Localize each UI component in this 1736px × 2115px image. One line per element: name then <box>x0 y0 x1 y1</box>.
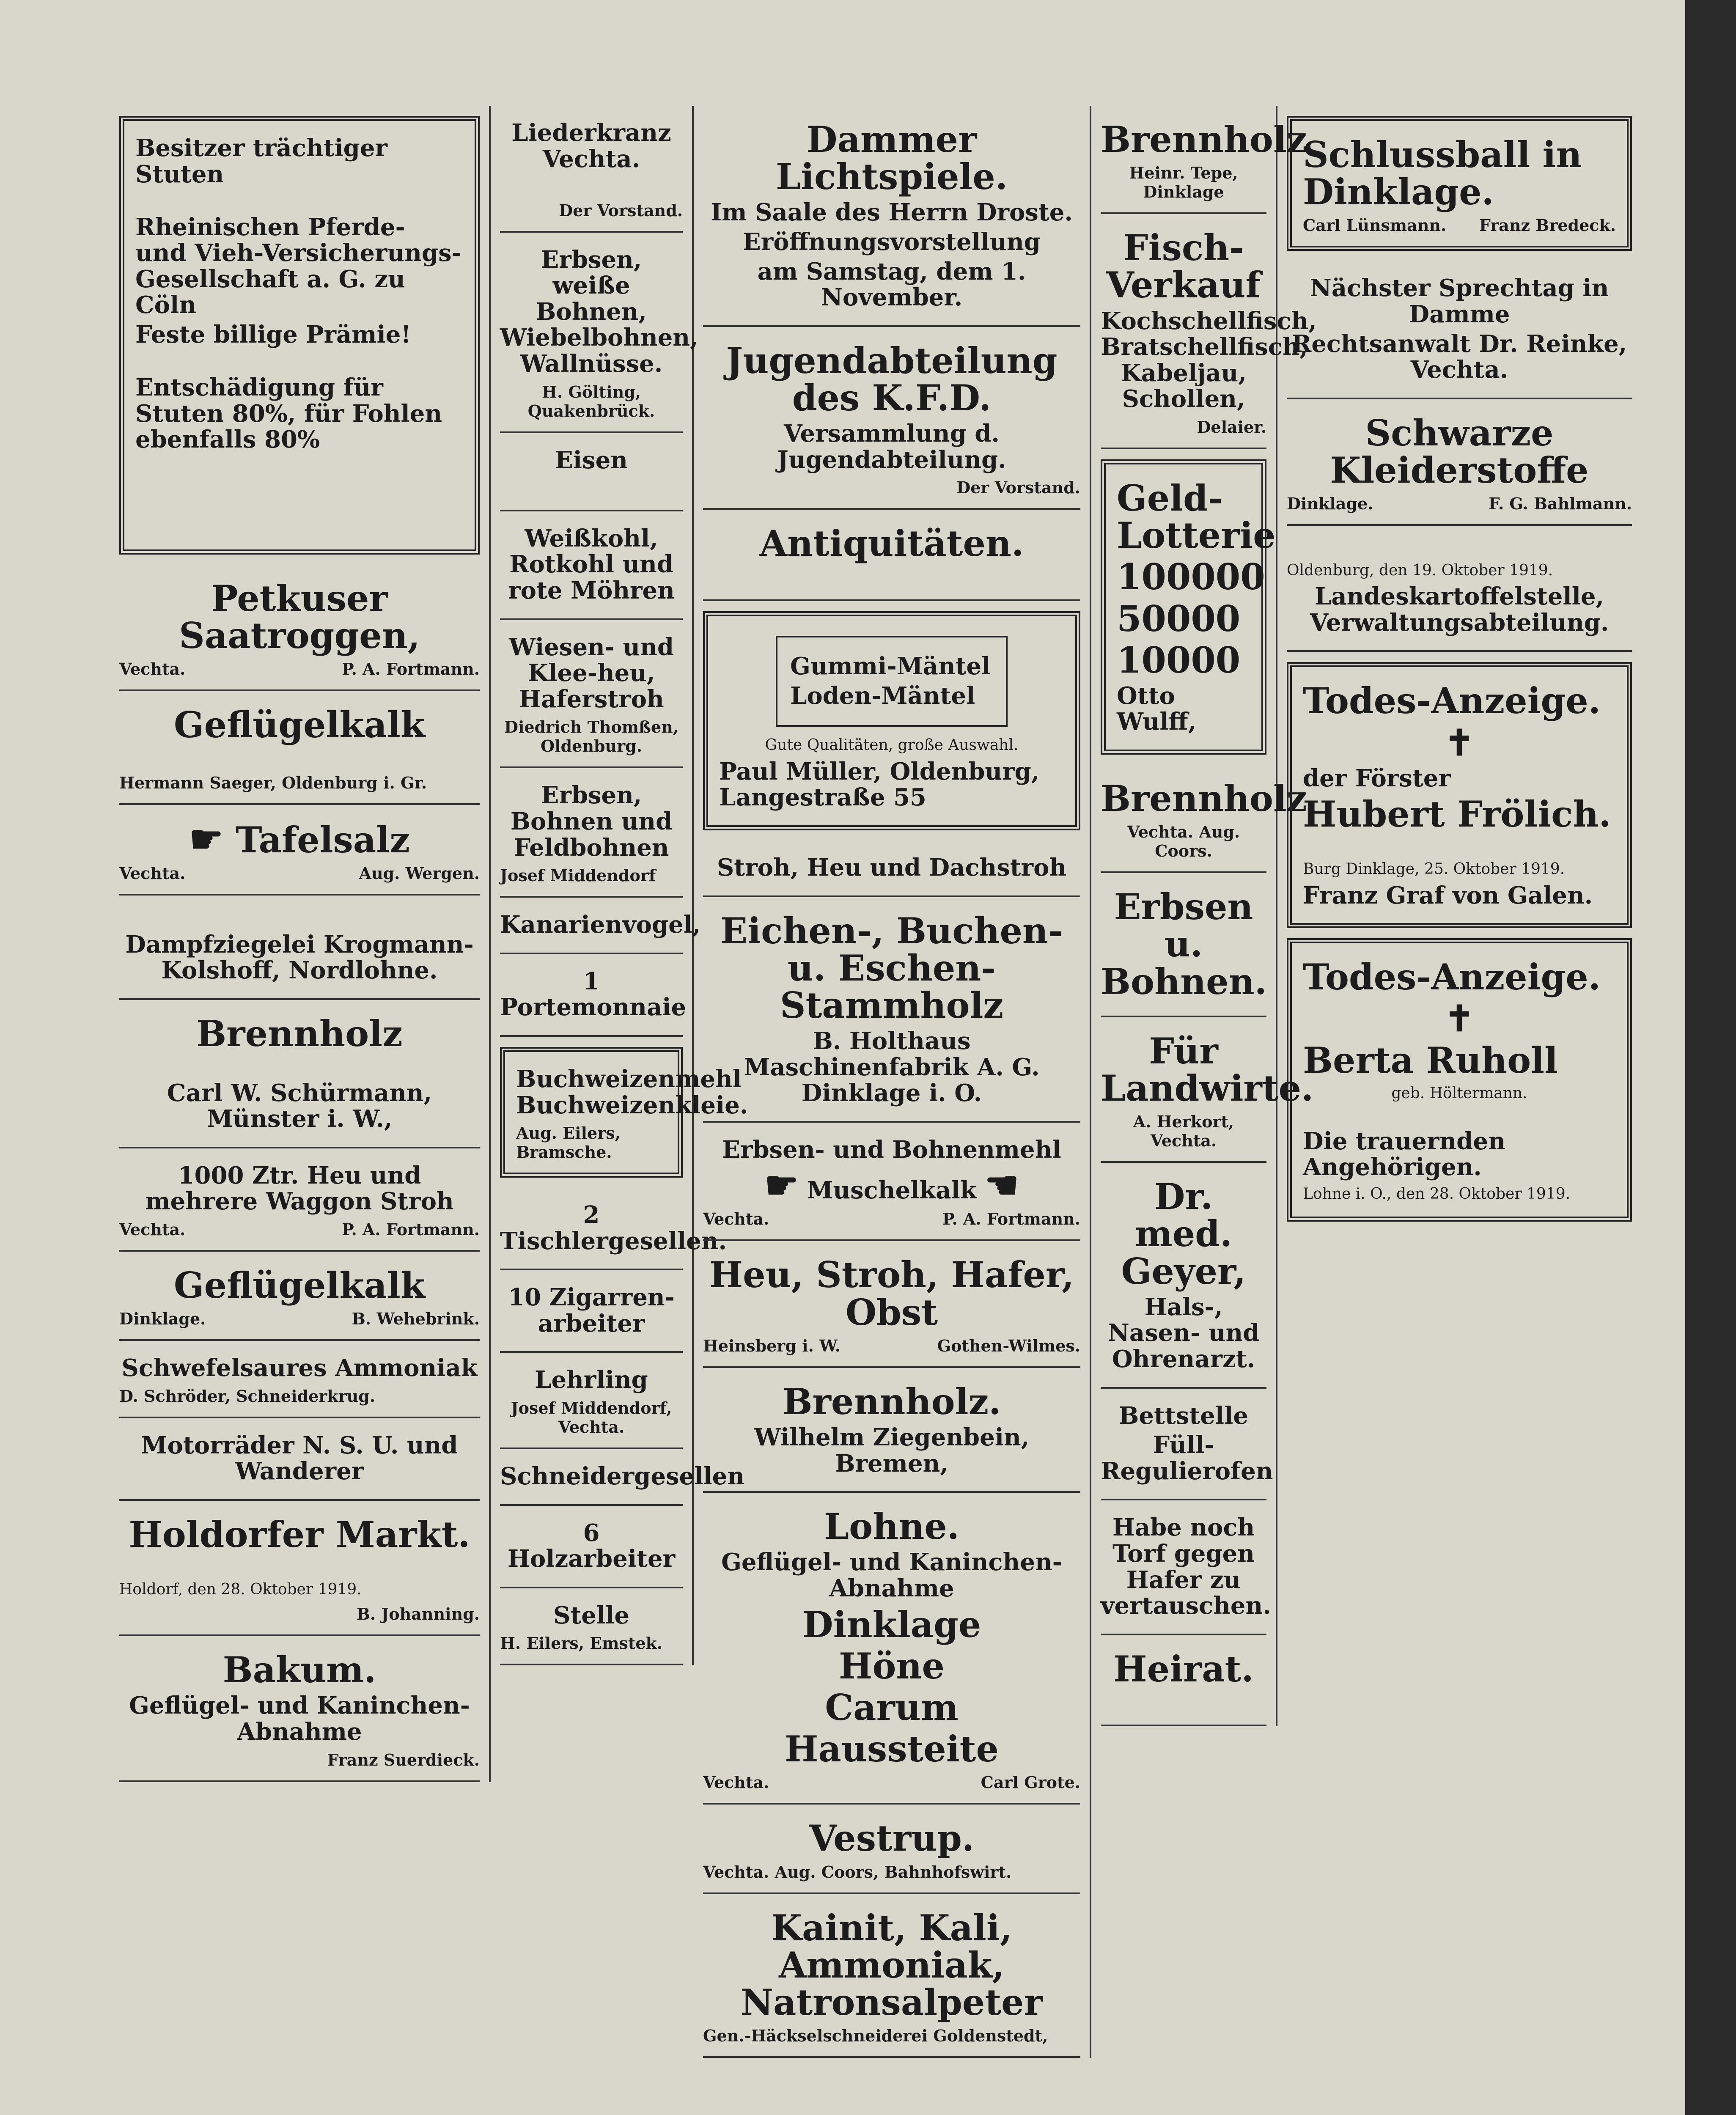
ad-title: Geld-Lotterie <box>1117 477 1276 557</box>
ad-title: Stelle <box>553 1601 630 1629</box>
ad-title: Erbsen, weiße Bohnen, Wiebelbohnen, Wallnüsse. <box>500 245 698 378</box>
sig-right: Delaier. <box>1197 417 1266 437</box>
sig-right: B. Wehebrink. <box>352 1309 480 1329</box>
ad-date: Oldenburg, den 19. Oktober 1919. <box>1287 561 1553 579</box>
ad-signature <box>119 864 480 883</box>
ad-title: Erbsen- und Bohnenmehl <box>722 1135 1061 1164</box>
ad-motorraeder <box>119 1418 480 1501</box>
sig-right: Der Vorstand. <box>559 201 683 220</box>
ad-title: Buchweizenmehl Buchweizenkleie. <box>516 1065 748 1119</box>
ad-title: Brennholz. <box>782 1380 1001 1423</box>
ad-subtitle <box>703 1163 1080 1208</box>
ad-schneider <box>500 1449 744 1506</box>
ad-title: Dr. med. Geyer, <box>1121 1176 1246 1292</box>
ad-list: Kochschellfisch, Bratschellfisch, Kabeljau, Schollen, <box>1101 307 1317 413</box>
ad-quality: Gute Qualitäten, große Auswahl. <box>765 736 1019 754</box>
sig-left: Heinsberg i. W. <box>703 1336 841 1355</box>
ad-signature <box>119 1309 480 1328</box>
ad-title: 6 Holzarbeiter <box>507 1519 676 1573</box>
ad-title: 10 Zigarren-arbeiter <box>508 1283 675 1338</box>
ad-title: Vestrup. <box>809 1817 975 1860</box>
ad-brennholz-1 <box>119 1000 480 1148</box>
ad-eichen <box>703 897 1080 1123</box>
ad-signature <box>703 1862 1080 1882</box>
ad-heu <box>119 1148 480 1252</box>
column-5 <box>1277 106 1641 1232</box>
ad-subtitle-text: Muschelkalk <box>807 1176 977 1205</box>
column-3 <box>694 106 1091 2058</box>
ad-title: Todes-Anzeige. <box>1303 956 1601 998</box>
ad-signature <box>1303 216 1616 235</box>
ad-text <box>135 352 464 372</box>
sig-left: Heinr. Tepe, Dinklage <box>1129 163 1238 202</box>
ad-title: Brennholz <box>196 1013 403 1055</box>
prize-amount: 10000 <box>1117 639 1241 681</box>
ad-sender: Franz Graf von Galen. <box>1303 881 1593 909</box>
sig-left: Carl Lünsmann. <box>1303 216 1447 235</box>
cross-icon: ✝ <box>1444 721 1475 764</box>
ad-tischler <box>500 1188 727 1270</box>
ad-text <box>500 176 683 196</box>
ad-title: Eichen-, Buchen- u. Eschen-Stammholz <box>720 909 1063 1026</box>
sig-left: Josef Middendorf, Vechta. <box>511 1398 672 1437</box>
deceased-name: Berta Ruholl <box>1303 1039 1558 1081</box>
sig-left: Vechta. <box>119 864 186 883</box>
ad-bohnenmehl <box>703 1123 1080 1242</box>
ad-eisen <box>500 433 683 511</box>
sig-left: Vechta. <box>703 1773 769 1792</box>
sig-left: Vechta. <box>119 659 186 679</box>
ad-line: Gummi-Mäntel <box>790 652 991 681</box>
ad-signature <box>1101 163 1266 201</box>
ad-signature <box>703 1209 1080 1228</box>
sig-left: Dinklage. <box>1287 494 1373 514</box>
ad-jugend <box>703 327 1080 510</box>
prize-amount: 50000 <box>1117 597 1241 640</box>
ad-ammoniak <box>119 1341 480 1418</box>
ad-title: Wiesen- und Klee-heu, Haferstroh <box>508 633 674 713</box>
ad-sender: Otto Wulff, <box>1117 681 1197 736</box>
pointing-hand-icon: ☚ <box>985 1163 1019 1208</box>
ad-title: Antiquitäten. <box>759 522 1024 565</box>
ad-geyer <box>1101 1163 1266 1388</box>
ad-signature <box>703 478 1080 497</box>
pointing-hand-icon: ☛ <box>189 817 223 862</box>
ad-line: Loden-Mäntel <box>790 681 975 710</box>
ad-signature <box>1287 494 1632 513</box>
ad-title: Schwarze Kleiderstoffe <box>1330 412 1589 491</box>
ad-title: 1000 Ztr. Heu und mehrere Waggon Stroh <box>145 1161 454 1216</box>
ad-subtitle: Geflügel- und Kaninchen-Abnahme <box>129 1692 470 1746</box>
ad-title: Holdorfer Markt. <box>129 1513 470 1556</box>
ad-kleiderstoffe <box>1287 399 1632 526</box>
deceased-name: Hubert Frölich. <box>1303 793 1611 835</box>
ad-title: Geflügelkalk <box>173 1264 426 1307</box>
ad-text <box>135 191 464 211</box>
ad-title: Kanarienvogel, <box>500 911 701 939</box>
ad-holzarbeiter <box>500 1506 683 1588</box>
sig-right: Der Vorstand. <box>956 478 1080 497</box>
ad-sender: Wilhelm Ziegenbein, Bremen, <box>754 1423 1030 1478</box>
ad-vestrup <box>703 1805 1080 1894</box>
ad-signature <box>500 1398 683 1437</box>
ad-title: 2 Tischlergesellen. <box>500 1201 727 1255</box>
ad-sender: Die trauernden Angehörigen. <box>1303 1127 1505 1181</box>
ad-buchweizen <box>500 1047 748 1178</box>
ad-date: Holdorf, den 28. Oktober 1919. <box>119 1580 362 1598</box>
ad-liederkranz <box>500 106 683 233</box>
ad-date: am Samstag, dem 1. November. <box>757 257 1026 312</box>
sig-left: Diedrich Thomßen, Oldenburg. <box>504 717 678 756</box>
ad-signature <box>1101 1112 1266 1150</box>
ad-brennholz-4 <box>1101 765 1307 873</box>
ad-text <box>500 477 683 497</box>
ad-heirat <box>1101 1635 1266 1727</box>
ad-gefluegelkalk <box>119 691 480 805</box>
ad-stuten <box>119 116 480 555</box>
ad-title: Dammer Lichtspiele. <box>776 118 1008 198</box>
ad-wiesenheu <box>500 620 683 769</box>
ad-signature <box>1101 822 1266 860</box>
ad-subtitle: Hals-, Nasen- und Ohrenarzt. <box>1107 1293 1260 1373</box>
sig-right: F. G. Bahlmann. <box>1488 494 1632 514</box>
ad-ziegelei <box>119 895 480 1000</box>
ad-title: Brennholz <box>1101 777 1307 820</box>
scan-margin <box>1685 0 1736 2115</box>
ad-landwirte <box>1101 1017 1314 1163</box>
ad-todes-1 <box>1287 662 1632 928</box>
ad-lotterie <box>1101 459 1276 755</box>
ad-signature <box>500 866 683 885</box>
sig-right: Franz Bredeck. <box>1479 216 1616 235</box>
ad-antiquitaeten <box>703 510 1080 601</box>
sig-left: Josef Middendorf <box>500 866 656 885</box>
ad-title: Jugendabteilung des K.F.D. <box>726 339 1058 419</box>
ad-kainit <box>703 1894 1080 2058</box>
ad-title: Erbsen u. Bohnen. <box>1101 886 1267 1003</box>
column-1 <box>110 106 491 1782</box>
sig-left: Hermann Saeger, Oldenburg i. Gr. <box>119 773 427 793</box>
sig-left: H. Gölting, Quakenbrück. <box>527 382 655 420</box>
ad-signature <box>119 1604 480 1623</box>
ad-erbsen <box>500 233 698 433</box>
ad-title: Eisen <box>555 446 628 474</box>
ad-gefluegelkalk-2 <box>119 1252 480 1341</box>
ad-signature <box>119 1387 480 1406</box>
ad-date: Burg Dinklage, 25. Oktober 1919. <box>1303 860 1565 878</box>
ad-title: Bettstelle <box>1119 1401 1248 1430</box>
sig-left: A. Herkort, Vechta. <box>1133 1112 1234 1151</box>
ad-title: Erbsen, Bohnen und Feldbohnen <box>510 781 673 862</box>
ad-title: Liederkranz Vechta. <box>511 119 671 173</box>
ad-text <box>1101 1692 1266 1712</box>
pointing-hand-icon: ☛ <box>764 1163 799 1208</box>
sig-right: P. A. Fortmann. <box>942 1209 1080 1229</box>
ad-premium: Feste billige Prämie! <box>135 321 412 349</box>
ad-title: Schlussball in Dinklage. <box>1303 134 1582 213</box>
ad-title: Für Landwirte. <box>1101 1030 1314 1109</box>
ad-text <box>1303 838 1616 858</box>
ad-fisch <box>1101 214 1317 449</box>
ad-signature <box>500 717 683 755</box>
ad-title: 1 Portemonnaie <box>500 967 687 1022</box>
column-2 <box>491 106 748 1665</box>
sig-right: P. A. Fortmann. <box>342 1220 480 1239</box>
ad-signature <box>1101 418 1266 437</box>
ad-title: Lehrling <box>535 1366 648 1394</box>
ad-signature <box>119 659 480 678</box>
ad-text <box>1303 1105 1616 1125</box>
ad-feldbohnen <box>500 768 683 898</box>
sig-right: Franz Suerdieck. <box>327 1750 480 1769</box>
ad-title: Füll-Regulierofen <box>1101 1431 1273 1485</box>
sig-right: B. Johanning. <box>356 1604 480 1624</box>
ad-text <box>119 908 480 928</box>
ad-sender: B. Holthaus Maschinenfabrik A. G. Dinklage i. O. <box>744 1027 1040 1107</box>
ad-inner-box <box>776 636 1008 727</box>
ad-title: Petkuser Saatroggen, <box>179 577 420 657</box>
ad-todes-2 <box>1287 938 1632 1222</box>
ad-title: Heirat. <box>1113 1648 1254 1690</box>
ad-signature <box>119 1220 480 1239</box>
ad-title: Fisch-Verkauf <box>1106 227 1261 306</box>
ad-brennholz-3 <box>1101 106 1307 214</box>
ad-text <box>703 567 1080 587</box>
ad-signature <box>500 1634 683 1653</box>
column-4 <box>1091 106 1317 1726</box>
sig-right: Aug. Wergen. <box>359 864 480 883</box>
ad-title: Nächster Sprechtag in Damme <box>1310 274 1609 328</box>
ad-subtitle: Versammlung d. Jugendabteilung. <box>777 420 1006 474</box>
ad-sprechtag <box>1287 261 1632 399</box>
ad-title: Besitzer trächtiger Stuten <box>135 134 387 188</box>
sig-left: D. Schröder, Schneiderkrug. <box>119 1386 376 1406</box>
ad-brennholz-2 <box>703 1368 1080 1493</box>
sig-right: P. A. Fortmann. <box>342 659 480 679</box>
ad-title-text: Tafelsalz <box>236 819 410 861</box>
ad-lohne <box>703 1493 1080 1805</box>
ad-title: Schwefelsaures Ammoniak <box>121 1354 478 1382</box>
ad-bakum <box>119 1636 480 1782</box>
ad-title: Stroh, Heu und Dachstroh <box>717 853 1067 882</box>
ad-signature <box>516 1123 667 1162</box>
ad-signature <box>703 2026 1080 2045</box>
ad-signature <box>703 1336 1080 1355</box>
ad-title: Lohne. <box>824 1505 959 1548</box>
ad-text <box>119 1557 480 1578</box>
ad-title: Todes-Anzeige. <box>1303 680 1601 722</box>
ad-title: Habe noch Torf gegen Hafer zu vertauschen. <box>1101 1513 1271 1620</box>
ad-event: Eröffnungsvorstellung <box>743 228 1041 256</box>
ad-title: Heu, Stroh, Hafer, Obst <box>709 1254 1074 1333</box>
sig-right: Carl Grote. <box>981 1773 1080 1792</box>
ad-portemonnaie <box>500 954 687 1037</box>
ad-holdorf <box>119 1501 480 1636</box>
ad-maiden-name: geb. Höltermann. <box>1391 1084 1527 1102</box>
place-title: Höne <box>839 1645 945 1687</box>
ad-hafer <box>703 1241 1080 1368</box>
ad-gummimaentel <box>703 611 1080 830</box>
sig-left: Vechta. Aug. Coors, Bahnhofswirt. <box>703 1862 1012 1882</box>
ad-signature <box>500 201 683 220</box>
ad-zigarren <box>500 1270 683 1353</box>
ad-title: Kainit, Kali, Ammoniak, Natronsalpeter <box>741 1906 1043 2023</box>
ad-role: der Förster <box>1303 764 1451 792</box>
ad-subtitle: Geflügel- und Kaninchen-Abnahme <box>721 1548 1062 1602</box>
ad-title: Weißkohl, Rotkohl und rote Möhren <box>508 524 675 604</box>
ad-tafelsalz <box>119 805 480 895</box>
ad-signature <box>119 1750 480 1769</box>
ad-petkuser <box>119 565 480 691</box>
sig-left: Vechta. Aug. Coors. <box>1127 822 1240 861</box>
ad-title: Schneidergesellen <box>500 1462 744 1491</box>
place-title: Haussteite <box>785 1728 999 1770</box>
ad-kartoffel-notice <box>1287 526 1632 652</box>
ad-schlussball <box>1287 116 1632 251</box>
ad-sender: Paul Müller, Oldenburg, Langestraße 55 <box>719 757 1040 812</box>
sig-left: Gen.-Häckselschneiderei Goldenstedt, <box>703 2026 1048 2046</box>
ad-stelle <box>500 1588 683 1666</box>
ad-compensation: Entschädigung für Stuten 80%, für Fohlen ebenfalls 80% <box>135 374 442 454</box>
sig-left: Dinklage. <box>119 1309 206 1329</box>
ad-text <box>135 456 464 537</box>
ad-title: Brennholz <box>1101 118 1307 160</box>
sig-left: Vechta. <box>119 1220 186 1239</box>
ad-text <box>119 748 480 769</box>
sig-right: Gothen-Wilmes. <box>937 1336 1080 1355</box>
ad-date: Lohne i. O., den 28. Oktober 1919. <box>1303 1185 1571 1203</box>
ad-org: Rheinischen Pferde- und Vieh-Versicherungs-Gesellschaft a. G. zu Cöln <box>135 213 461 319</box>
ad-lichtspiele <box>703 106 1080 327</box>
cross-icon: ✝ <box>1444 997 1475 1040</box>
ad-signature <box>703 1773 1080 1792</box>
ad-erbsen-bohnen <box>1101 873 1266 1017</box>
ad-signature <box>500 382 683 420</box>
ad-text <box>1287 538 1632 559</box>
ad-sender: Carl W. Schürmann, Münster i. W., <box>167 1079 432 1133</box>
ad-subtitle: Im Saale des Herrn Droste. <box>711 198 1073 227</box>
ad-signature <box>119 773 480 792</box>
place-title: Dinklage <box>802 1603 981 1645</box>
ad-text <box>119 1057 480 1077</box>
ad-torf <box>1101 1500 1271 1635</box>
ad-kanarienvogel <box>500 898 701 954</box>
ad-stroh <box>703 841 1080 897</box>
prize-amount: 100000 <box>1117 556 1265 598</box>
ad-sender: Rechtsanwalt Dr. Reinke, Vechta. <box>1291 330 1627 384</box>
sig-left: H. Eilers, Emstek. <box>500 1634 663 1653</box>
sig-left: Aug. Eilers, Bramsche. <box>516 1123 621 1162</box>
ad-title: Bakum. <box>222 1649 376 1691</box>
ad-sender: Landeskartoffelstelle, Verwaltungsabteilung. <box>1310 582 1609 637</box>
place-title: Carum <box>825 1686 959 1728</box>
ad-weisskohl <box>500 511 683 620</box>
sig-left: Vechta. <box>703 1209 769 1229</box>
ad-sender: Dampfziegelei Krogmann-Kolshoff, Nordlohne. <box>125 930 474 985</box>
ad-bettstelle <box>1101 1389 1273 1501</box>
ad-title: Motorräder N. S. U. und Wanderer <box>141 1431 458 1486</box>
ad-title <box>119 817 480 862</box>
ad-title: Geflügelkalk <box>173 704 426 746</box>
ad-lehrling <box>500 1353 683 1449</box>
